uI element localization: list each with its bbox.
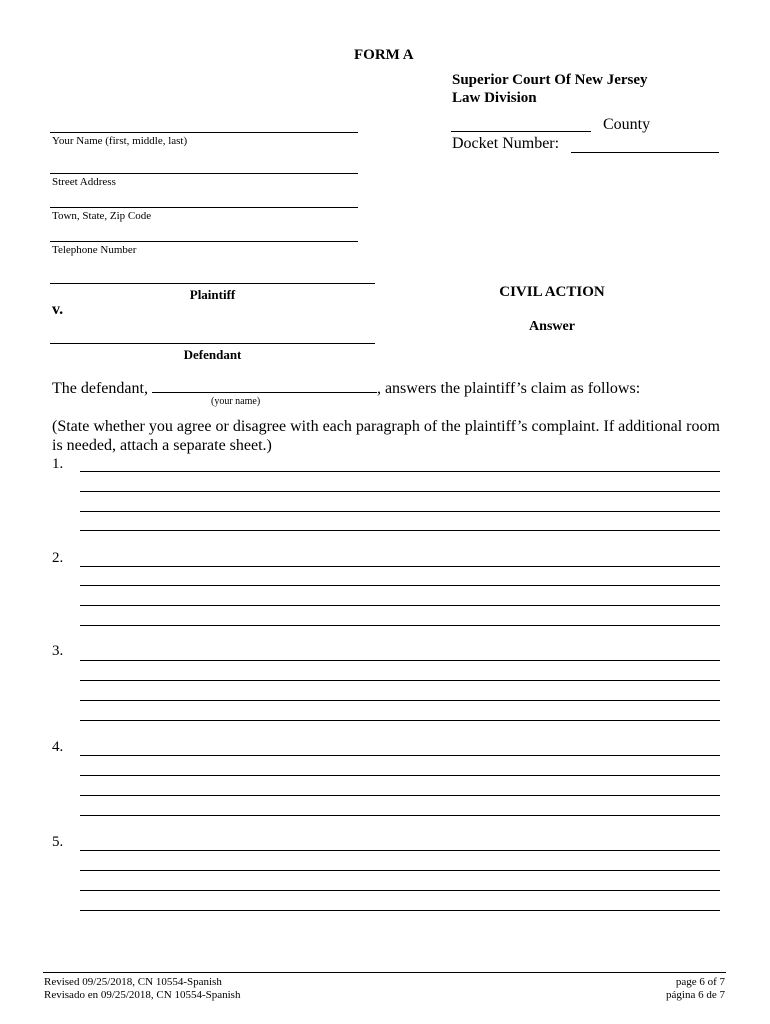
defendant-input-line[interactable] [50, 343, 375, 344]
town-input-line[interactable] [50, 207, 358, 208]
answer-line[interactable] [80, 815, 720, 816]
answer-line[interactable] [80, 910, 720, 911]
statement-suffix: , answers the plaintiff’s claim as follows: [376, 380, 641, 397]
answer-line[interactable] [80, 530, 720, 531]
your-name-hint: (your name) [211, 396, 261, 407]
phone-label: Telephone Number [52, 244, 137, 256]
answer-line[interactable] [80, 850, 720, 851]
paragraph-number: 4. [52, 739, 64, 755]
answer-line[interactable] [80, 660, 720, 661]
paragraph-number: 3. [52, 643, 64, 659]
docket-label: Docket Number: [452, 135, 560, 152]
answer-line[interactable] [80, 680, 720, 681]
answer-line[interactable] [80, 720, 720, 721]
answer-line[interactable] [80, 625, 720, 626]
footer-page-es: página 6 de 7 [666, 989, 725, 1001]
instructions-text: (State whether you agree or disagree with each paragraph of the plaintiff’s complaint. If additional room is needed, attach a separate sheet.) [52, 418, 720, 454]
street-label: Street Address [52, 176, 116, 188]
name-label: Your Name (first, middle, last) [52, 135, 188, 147]
street-input-line[interactable] [50, 173, 358, 174]
county-input-line[interactable] [451, 131, 591, 132]
form-title: FORM A [354, 47, 414, 63]
civil-action-title: CIVIL ACTION [499, 284, 605, 300]
answer-line[interactable] [80, 585, 720, 586]
answer-line[interactable] [80, 511, 720, 512]
footer-left [44, 976, 240, 1002]
paragraph-number: 2. [52, 550, 64, 566]
docket-input-line[interactable] [571, 152, 719, 153]
answer-line[interactable] [80, 755, 720, 756]
versus-label: v. [52, 301, 64, 318]
footer-right [666, 976, 725, 1002]
paragraph-number: 1. [52, 456, 64, 472]
answer-line[interactable] [80, 890, 720, 891]
footer-page-en: page 6 of 7 [675, 976, 725, 988]
name-input-line[interactable] [50, 132, 358, 133]
answer-title: Answer [529, 319, 575, 334]
footer-revised-es: Revisado en 09/25/2018, CN 10554-Spanish [44, 989, 241, 1001]
footer-divider [43, 972, 726, 973]
plaintiff-label: Plaintiff [189, 287, 236, 302]
answer-line[interactable] [80, 605, 720, 606]
defendant-name-input[interactable] [152, 378, 377, 393]
county-label: County [603, 116, 651, 133]
defendant-statement [52, 378, 640, 398]
answer-line[interactable] [80, 566, 720, 567]
defendant-label: Defendant [183, 347, 242, 362]
plaintiff-input-line[interactable] [50, 283, 375, 284]
statement-prefix: The defendant, [52, 380, 148, 397]
answer-line[interactable] [80, 870, 720, 871]
answer-line[interactable] [80, 795, 720, 796]
town-label: Town, State, Zip Code [52, 210, 152, 222]
answer-line[interactable] [80, 491, 720, 492]
phone-input-line[interactable] [50, 241, 358, 242]
paragraph-number: 5. [52, 834, 64, 850]
court-division: Law Division [452, 90, 537, 106]
answer-line[interactable] [80, 700, 720, 701]
footer-revised-en: Revised 09/25/2018, CN 10554-Spanish [44, 976, 222, 988]
court-name: Superior Court Of New Jersey [452, 72, 648, 88]
answer-line[interactable] [80, 471, 720, 472]
answer-line[interactable] [80, 775, 720, 776]
